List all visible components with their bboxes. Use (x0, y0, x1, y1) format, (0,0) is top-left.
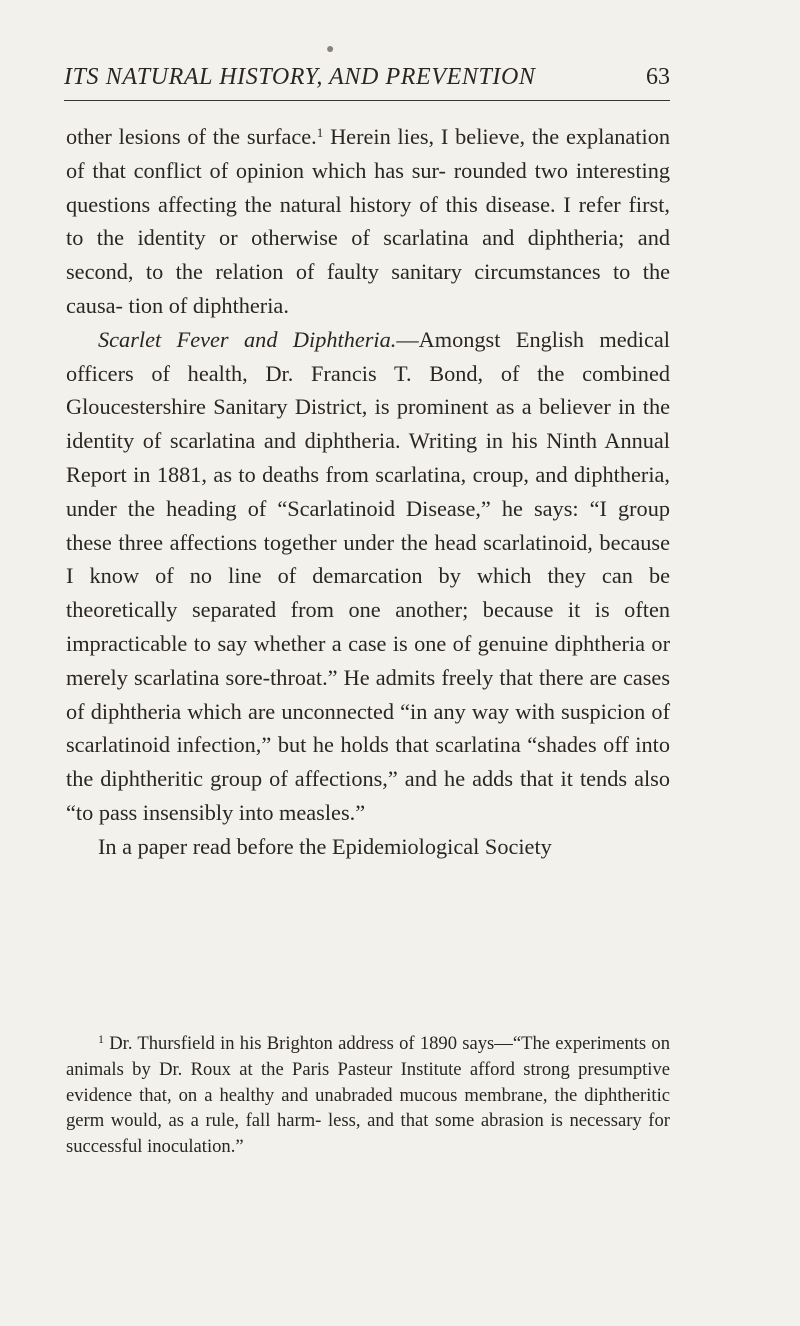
paragraph-2-text: —Amongst English medical officers of health, Dr. Francis T. Bond, of the combined Gloucestershire Sanitary District, is prominent as a believer in the identity of scarlatina and diphtheria. Writing in his Ninth Annual Report in 1881, as to deaths from scarlatina, croup, and diphtheria, under the heading of “Scarlatinoid Disease,” he says: “I group these three affections together under the head scarlatinoid, because I know of no line of demarcation by which they can be theoretically separated from one another; because it is often impracticable to say whether a case is one of genuine diphtheria or merely scarlatina sore-throat.” He admits freely that there are cases of diphtheria which are unconnected “in any way with suspicion of scarlatinoid infection,” but he holds that scarlatina “shades off into the diphtheritic group of affections,” and he adds that it tends also “to pass insensibly into measles.” (66, 326, 670, 825)
paragraph-1-start: other lesions of the surface. (66, 124, 317, 149)
body-text (66, 120, 670, 864)
paragraph-1 (66, 120, 670, 323)
header-rule (64, 100, 670, 101)
footnote-reference: 1 (316, 125, 324, 140)
paragraph-2 (66, 323, 670, 830)
page-header (64, 42, 670, 100)
footnote (66, 1031, 670, 1160)
footnote-marker: 1 (98, 1032, 104, 1046)
paragraph-1-continued: Herein lies, I believe, the explanation of that conflict of opinion which has sur- rounded two interesting questions affecting the natural history of this disease. I refer first, to the identity or otherwise of scarlatina and diphtheria; and second, to the relation of faulty sanitary circumstances to the causa- tion of diphtheria. (66, 124, 670, 318)
running-head: ITS NATURAL HISTORY, AND PREVENTION (64, 64, 536, 90)
page-number: 63 (646, 64, 670, 90)
section-heading: Scarlet Fever and Diphtheria. (98, 326, 397, 352)
printer-ornament-icon: ● (326, 42, 335, 57)
paragraph-3: In a paper read before the Epidemiological Society (98, 833, 552, 859)
footnote-text: Dr. Thursfield in his Brighton address of 1890 says—“The experiments on animals by Dr. Roux at the Paris Pasteur Institute afford strong presumptive evidence that, on a healthy and unabraded mucous membrane, the diphtheritic germ would, as a rule, fall harm- less, and that some abrasion is necessary for successful inoculation.” (66, 1033, 670, 1158)
